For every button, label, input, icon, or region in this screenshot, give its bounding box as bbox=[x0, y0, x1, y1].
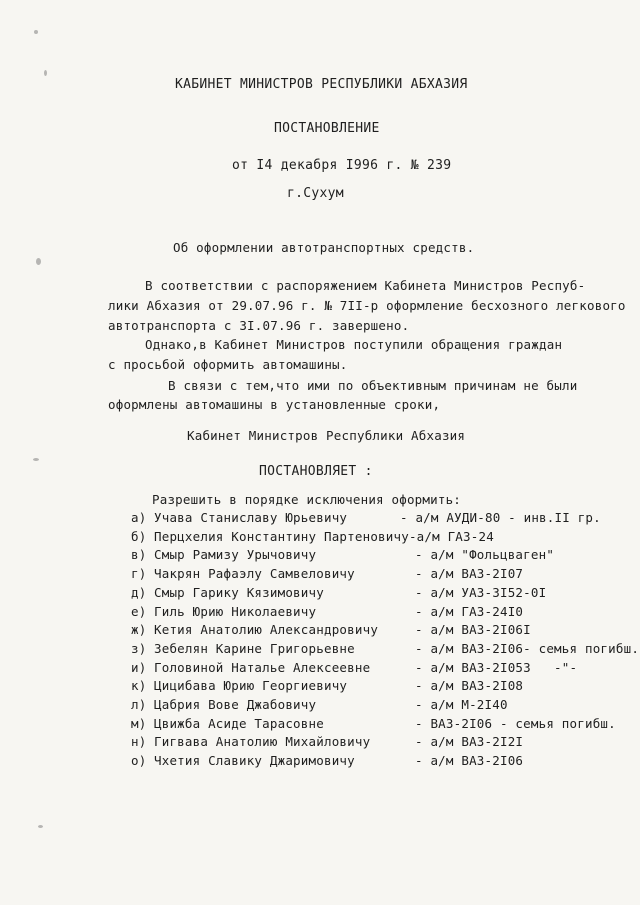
list-item-name: Кетия Анатолию Александровичу bbox=[154, 622, 379, 637]
list-item-name: Учава Станиславу Юрьевичу bbox=[154, 510, 348, 525]
list-item bbox=[131, 529, 621, 545]
list-item bbox=[131, 622, 621, 638]
paragraph-1-line-1: В соответствии с распоряжением Кабинета Министров Респуб- bbox=[145, 278, 586, 293]
list-item-name: Гигвава Анатолию Михайловичу bbox=[154, 734, 371, 749]
paragraph-1-line-2: лики Абхазия от 29.07.96 г. № 7II-р оформление бесхозного легкового bbox=[108, 298, 626, 313]
list-item-vehicle: - а/м ГАЗ-24I0 bbox=[415, 604, 524, 619]
list-item-name: Смыр Гарику Кязимовичу bbox=[154, 585, 324, 600]
list-item-vehicle: - ВАЗ-2I06 - семья погибш. bbox=[415, 716, 616, 731]
list-item-letter: е) bbox=[131, 604, 147, 619]
list-item bbox=[131, 585, 621, 601]
list-item-vehicle: - а/м М-2I40 bbox=[415, 697, 508, 712]
list-item-vehicle: - а/м ВАЗ-2I06 bbox=[415, 753, 524, 768]
resolution-intro: Разрешить в порядке исключения оформить: bbox=[152, 492, 462, 507]
list-item-name: Смыр Рамизу Урычовичу bbox=[154, 547, 317, 562]
scan-speck bbox=[36, 258, 41, 265]
list-item-name: Цабрия Вове Джабовичу bbox=[154, 697, 317, 712]
list-item-letter: в) bbox=[131, 547, 147, 562]
list-item-letter: к) bbox=[131, 678, 147, 693]
list-item bbox=[131, 566, 621, 582]
date-and-number: от I4 декабря I996 г. № 239 bbox=[232, 158, 452, 173]
document-type: ПОСТАНОВЛЕНИЕ bbox=[274, 121, 380, 136]
list-item-vehicle: - а/м ВАЗ-2I2I bbox=[415, 734, 524, 749]
list-item-vehicle: - а/м ВАЗ-2I06- семья погибш. bbox=[415, 641, 640, 656]
list-item bbox=[131, 510, 621, 526]
organization-title: КАБИНЕТ МИНИСТРОВ РЕСПУБЛИКИ АБХАЗИЯ bbox=[175, 77, 468, 92]
list-item-vehicle: - а/м "Фольцваген" bbox=[415, 547, 555, 562]
list-item bbox=[131, 753, 621, 769]
list-item bbox=[131, 678, 621, 694]
scan-speck bbox=[38, 825, 43, 828]
list-item-letter: г) bbox=[131, 566, 147, 581]
list-item-name: Гиль Юрию Николаевичу bbox=[154, 604, 317, 619]
scan-speck bbox=[44, 70, 47, 76]
list-item-vehicle: - а/м ВАЗ-2I07 bbox=[415, 566, 524, 581]
list-item-letter: и) bbox=[131, 660, 147, 675]
list-item-name: Цвижба Асиде Тарасовне bbox=[154, 716, 324, 731]
resolution-body-name: Кабинет Министров Республики Абхазия bbox=[187, 428, 466, 443]
list-item-vehicle: - а/м УАЗ-3I52-0I bbox=[415, 585, 547, 600]
scan-speck bbox=[34, 30, 38, 34]
list-item-letter: з) bbox=[131, 641, 147, 656]
scan-speck bbox=[33, 458, 39, 461]
paragraph-2-line-1: Однако,в Кабинет Министров поступили обращения граждан bbox=[145, 337, 563, 352]
list-item bbox=[131, 641, 640, 657]
list-item-vehicle: - а/м АУДИ-80 - инв.II гр. bbox=[400, 510, 601, 525]
list-item-vehicle: - а/м ВАЗ-2I08 bbox=[415, 678, 524, 693]
list-item-name: Зебелян Карине Григорьевне bbox=[154, 641, 355, 656]
list-item-name: Перцхелия Константину Партеновичу-а/м ГАЗ-24 bbox=[154, 529, 494, 544]
resolution-decree: ПОСТАНОВЛЯЕТ : bbox=[259, 464, 373, 479]
list-item-letter: б) bbox=[131, 529, 147, 544]
list-item bbox=[131, 660, 621, 676]
list-item-vehicle: - а/м ВАЗ-2I053 -"- bbox=[415, 660, 578, 675]
list-item bbox=[131, 604, 621, 620]
list-item-letter: н) bbox=[131, 734, 147, 749]
list-item-letter: м) bbox=[131, 716, 147, 731]
list-item-name: Чхетия Славику Джаримовичу bbox=[154, 753, 355, 768]
list-item bbox=[131, 697, 621, 713]
list-item bbox=[131, 734, 621, 750]
paragraph-3-line-1: В связи с тем,что ими по объективным причинам не были bbox=[168, 378, 578, 393]
list-item-letter: л) bbox=[131, 697, 147, 712]
list-item-letter: о) bbox=[131, 753, 147, 768]
paragraph-3-line-2: оформлены автомашины в установленные сроки, bbox=[108, 397, 441, 412]
list-item bbox=[131, 547, 621, 563]
paragraph-1-line-3: автотранспорта с 3I.07.96 г. завершено. bbox=[108, 318, 410, 333]
place: г.Сухум bbox=[287, 186, 344, 201]
list-item-letter: д) bbox=[131, 585, 147, 600]
list-item-letter: ж) bbox=[131, 622, 147, 637]
list-item-letter: а) bbox=[131, 510, 147, 525]
list-item-name: Цицибава Юрию Георгиевичу bbox=[154, 678, 348, 693]
list-item-name: Чакрян Рафаэлу Самвеловичу bbox=[154, 566, 355, 581]
paragraph-2-line-2: с просьбой оформить автомашины. bbox=[108, 357, 348, 372]
list-item-name: Головиной Наталье Алексеевне bbox=[154, 660, 371, 675]
document-subject: Об оформлении автотранспортных средств. bbox=[173, 240, 475, 255]
list-item bbox=[131, 716, 621, 732]
list-item-vehicle: - а/м ВАЗ-2I06I bbox=[415, 622, 531, 637]
